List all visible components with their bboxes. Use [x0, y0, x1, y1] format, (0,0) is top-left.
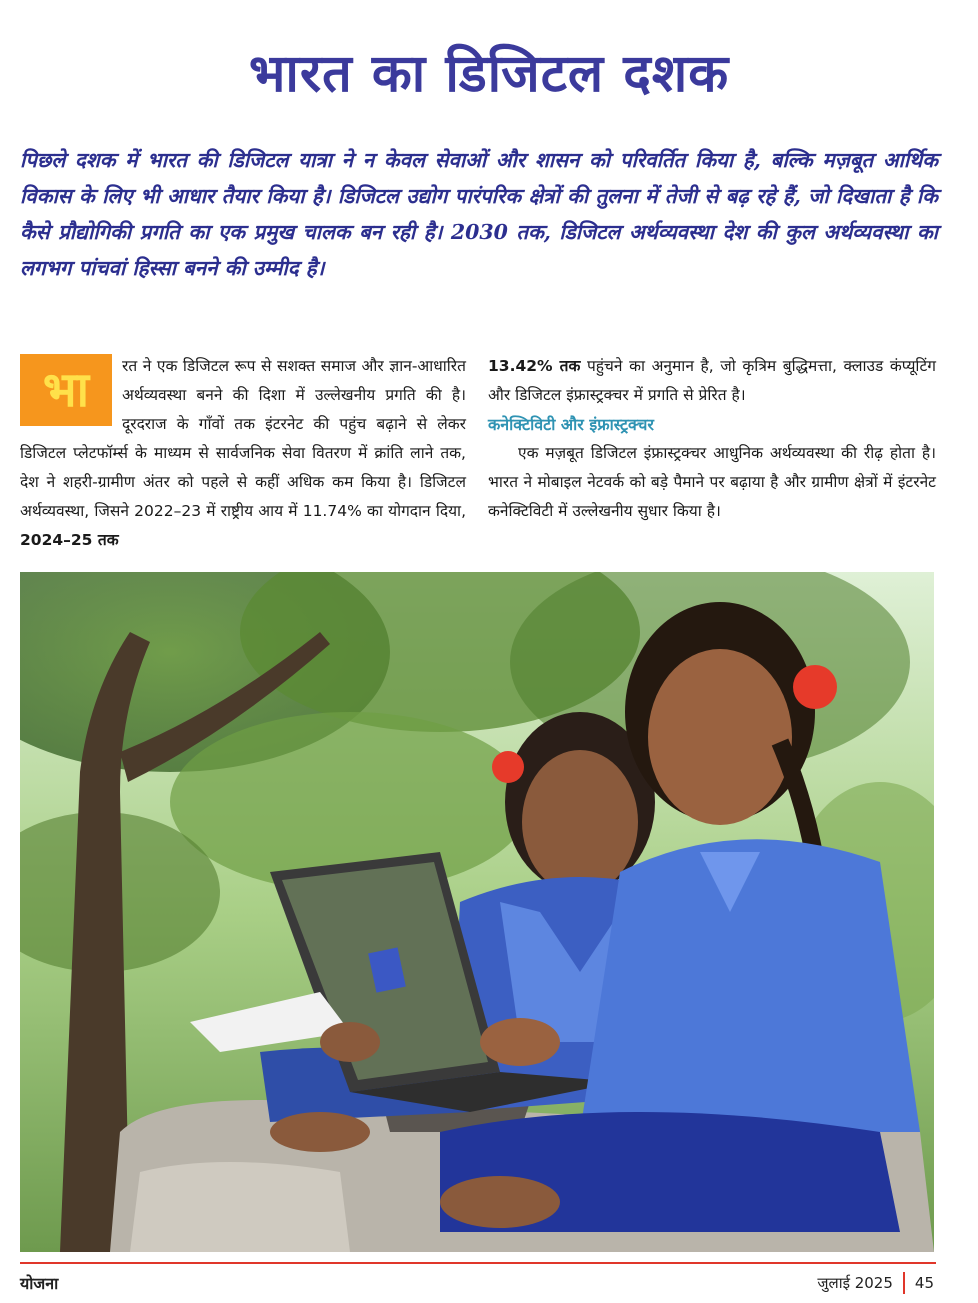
body-paragraph-1	[20, 352, 466, 555]
body-paragraph-2: एक मज़बूत डिजिटल इंफ्रास्ट्रक्चर आधुनिक अर्थव्यवस्था की रीढ़ होता है। भारत ने मोबाइल नेटवर्क को बड़े पैमाने पर बढ़ाया है और ग्रामीण क्षेत्रों में इंटरनेट कनेक्टिविटी में उल्लेखनीय सुधार किया है।	[488, 444, 936, 520]
article-title: भारत का डिजिटल दशक	[248, 44, 730, 104]
article-intro: पिछले दशक में भारत की डिजिटल यात्रा ने न केवल सेवाओं और शासन को परिवर्तित किया है, बल्कि मज़बूत आर्थिक विकास के लिए भी आधार तैयार किया है। डिजिटल उद्योग पारंपरिक क्षेत्रों की तुलना में तेजी से बढ़ रहे हैं, जो दिखाता है कि कैसे प्रौद्योगिकी प्रगति का एक प्रमुख चालक बन रही है। 2030 तक, डिजिटल अर्थव्यवस्था देश की कुल अर्थव्यवस्था का लगभग पांचवां हिस्सा बनने की उम्मीद है।	[20, 148, 938, 280]
body-text: पहुंचने का अनुमान है, जो कृत्रिम बुद्धिमत्ता, क्लाउड कंप्यूटिंग और डिजिटल इंफ्रास्ट्रक्चर में प्रगति से प्रेरित है।	[488, 357, 936, 404]
footer-issue-page	[817, 1272, 934, 1294]
issue-date: जुलाई 2025	[817, 1274, 893, 1292]
drop-cap: भा	[20, 354, 112, 426]
footer-separator	[903, 1272, 905, 1294]
students-with-laptop-illustration	[20, 572, 934, 1252]
magazine-name: योजना	[20, 1274, 59, 1293]
body-paragraph-continued	[488, 352, 936, 410]
body-bold-text: 13.42% तक	[488, 357, 581, 375]
column-right	[488, 352, 936, 526]
column-left	[20, 352, 466, 555]
footer-rule	[20, 1262, 936, 1264]
page-number: 45	[914, 1274, 934, 1292]
body-text: रत ने एक डिजिटल रूप से सशक्त समाज और ज्ञान-आधारित अर्थव्यवस्था बनने की दिशा में उल्लेखनीय प्रगति की है। दूरदराज के गाँवों तक इंटरनेट की पहुंच बढ़ाने से लेकर डिजिटल प्लेटफॉर्म्स के माध्यम से सार्वजनिक सेवा वितरण में क्रांति लाने तक, देश ने शहरी-ग्रामीण अंतर को पहले से कहीं अधिक कम किया है। डिजिटल अर्थव्यवस्था, जिसने 2022–23 में राष्ट्रीय आय में 11.74% का योगदान दिया,	[20, 357, 466, 520]
body-bold-text: 2024–25 तक	[20, 531, 119, 549]
section-subheading: कनेक्टिविटी और इंफ्रास्ट्रक्चर	[488, 415, 654, 434]
article-photo	[20, 572, 934, 1252]
